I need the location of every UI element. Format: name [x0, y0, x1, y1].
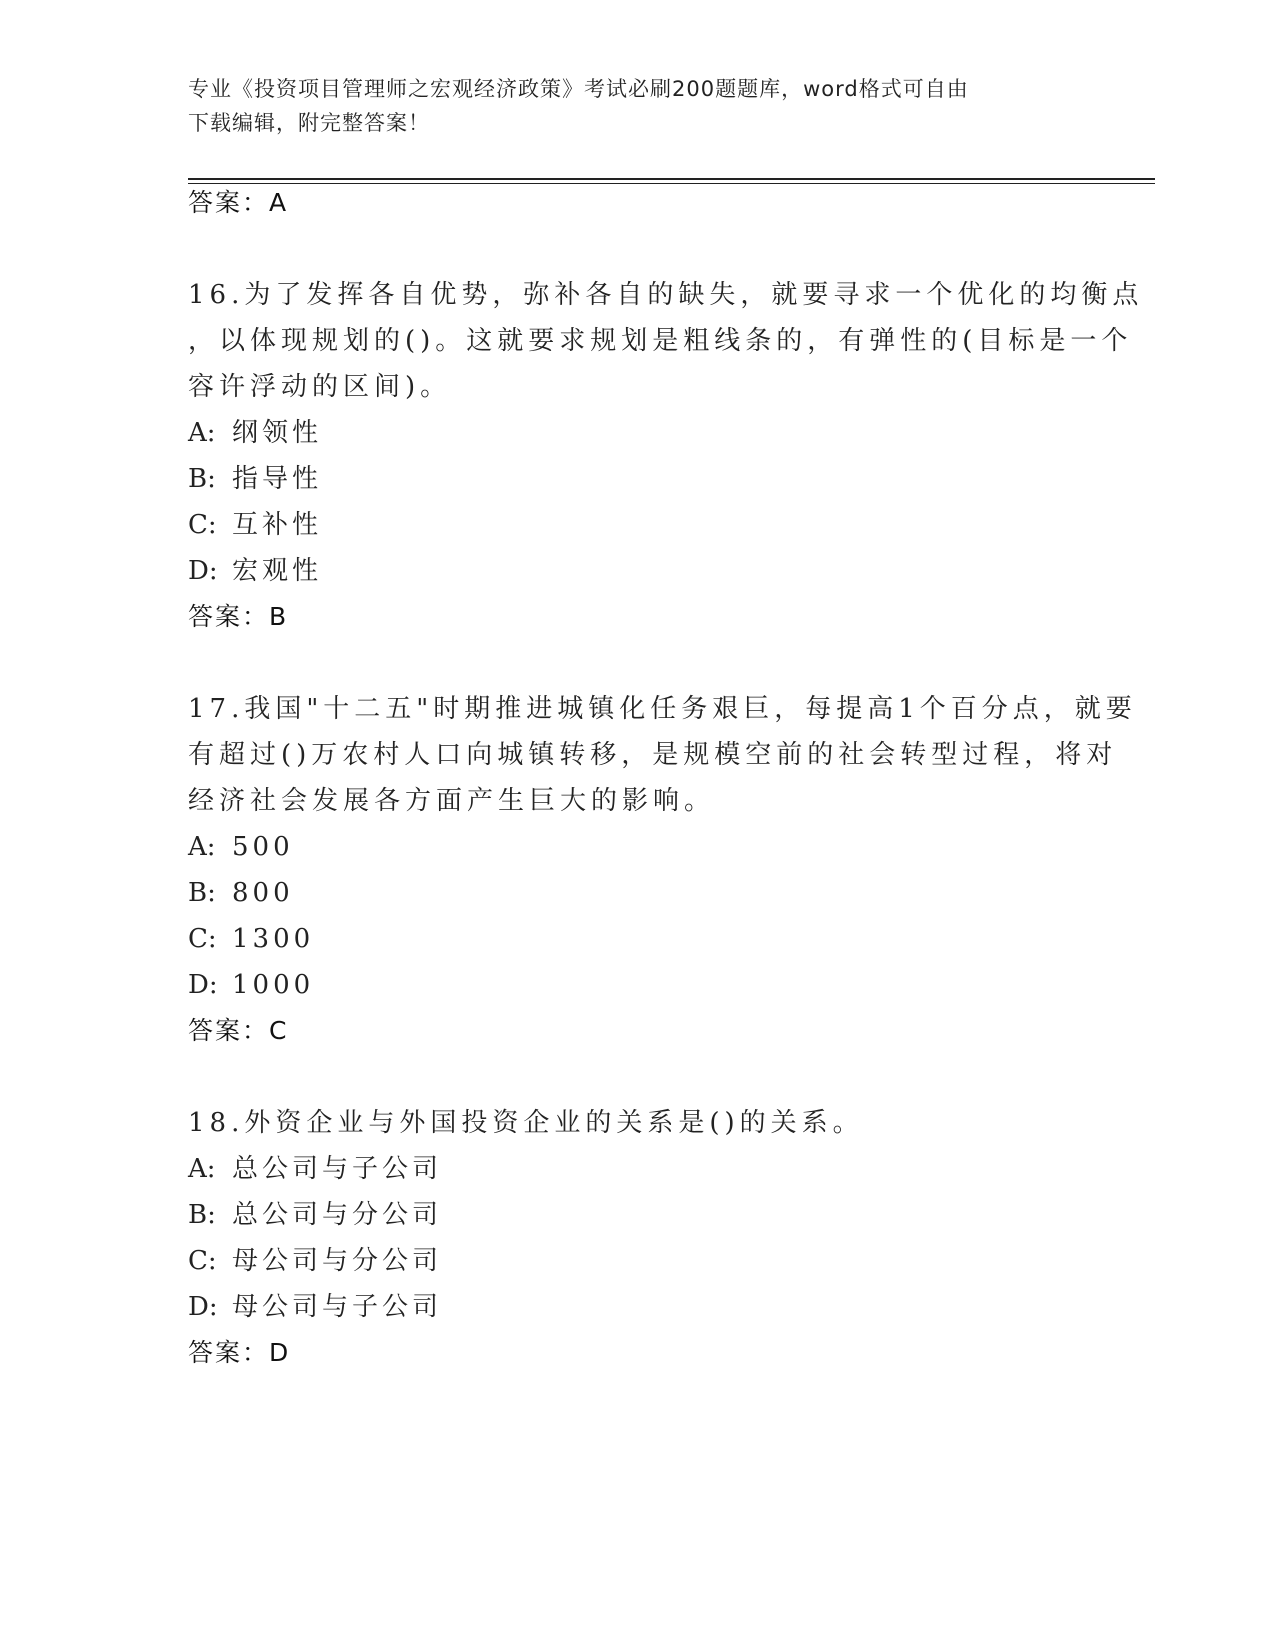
- option-a: [188, 410, 1088, 456]
- answer-line: 答案：A: [188, 188, 289, 217]
- option-a: [188, 824, 1088, 870]
- option-key: D:: [188, 1292, 218, 1322]
- option-key: C:: [188, 924, 217, 954]
- answer-line: 答案：C: [188, 1016, 289, 1045]
- option-key: D:: [188, 970, 218, 1000]
- option-key: A:: [188, 1154, 216, 1184]
- question-block: [188, 272, 1144, 640]
- option-b: [188, 870, 1088, 916]
- option-d: [188, 1284, 1088, 1330]
- question-text-line: 容许浮动的区间)。: [188, 372, 452, 402]
- option-text: 800: [232, 878, 294, 908]
- option-a: [188, 1146, 1088, 1192]
- option-b: [188, 1192, 1088, 1238]
- option-text: 1000: [232, 970, 315, 1000]
- option-key: B:: [188, 464, 216, 494]
- answer-line: 答案：B: [188, 602, 289, 631]
- option-key: C:: [188, 510, 217, 540]
- option-c: [188, 916, 1088, 962]
- question-text-line: 16.为了发挥各自优势，弥补各自的缺失，就要寻求一个优化的均衡点: [188, 280, 1144, 310]
- option-text: 指导性: [232, 464, 323, 494]
- answer-line: 答案：D: [188, 1338, 291, 1367]
- option-text: 母公司与分公司: [232, 1246, 443, 1276]
- option-text: 总公司与子公司: [232, 1154, 443, 1184]
- option-key: B:: [188, 878, 216, 908]
- question-text-line: 18.外资企业与外国投资企业的关系是()的关系。: [188, 1108, 864, 1138]
- document-body: [188, 180, 1144, 1376]
- option-text: 母公司与子公司: [232, 1292, 443, 1322]
- question-text-line: ，以体现规划的()。这就要求规划是粗线条的，有弹性的(目标是一个: [188, 326, 1133, 356]
- option-text: 纲领性: [232, 418, 323, 448]
- header-line-1: 专业《投资项目管理师之宏观经济政策》考试必刷200题题库，word格式可自由: [188, 77, 969, 101]
- option-d: [188, 548, 1088, 594]
- option-key: D:: [188, 556, 218, 586]
- question-text-line: 17.我国"十二五"时期推进城镇化任务艰巨，每提高1个百分点，就要: [188, 694, 1137, 724]
- option-text: 宏观性: [232, 556, 323, 586]
- option-key: A:: [188, 832, 216, 862]
- header-line-2: 下载编辑，附完整答案！: [188, 111, 430, 135]
- question-text-line: 经济社会发展各方面产生巨大的影响。: [188, 786, 716, 816]
- question-text-line: 有超过()万农村人口向城镇转移，是规模空前的社会转型过程，将对: [188, 740, 1118, 770]
- question-block: [188, 686, 1137, 1054]
- option-key: A:: [188, 418, 216, 448]
- option-c: [188, 502, 1088, 548]
- option-text: 1300: [232, 924, 315, 954]
- page-header: [188, 72, 1068, 140]
- option-c: [188, 1238, 1088, 1284]
- question-block: [188, 1100, 1088, 1376]
- option-text: 500: [232, 832, 294, 862]
- option-b: [188, 456, 1088, 502]
- option-text: 总公司与分公司: [232, 1200, 443, 1230]
- option-text: 互补性: [232, 510, 323, 540]
- option-d: [188, 962, 1088, 1008]
- option-key: B:: [188, 1200, 216, 1230]
- option-key: C:: [188, 1246, 217, 1276]
